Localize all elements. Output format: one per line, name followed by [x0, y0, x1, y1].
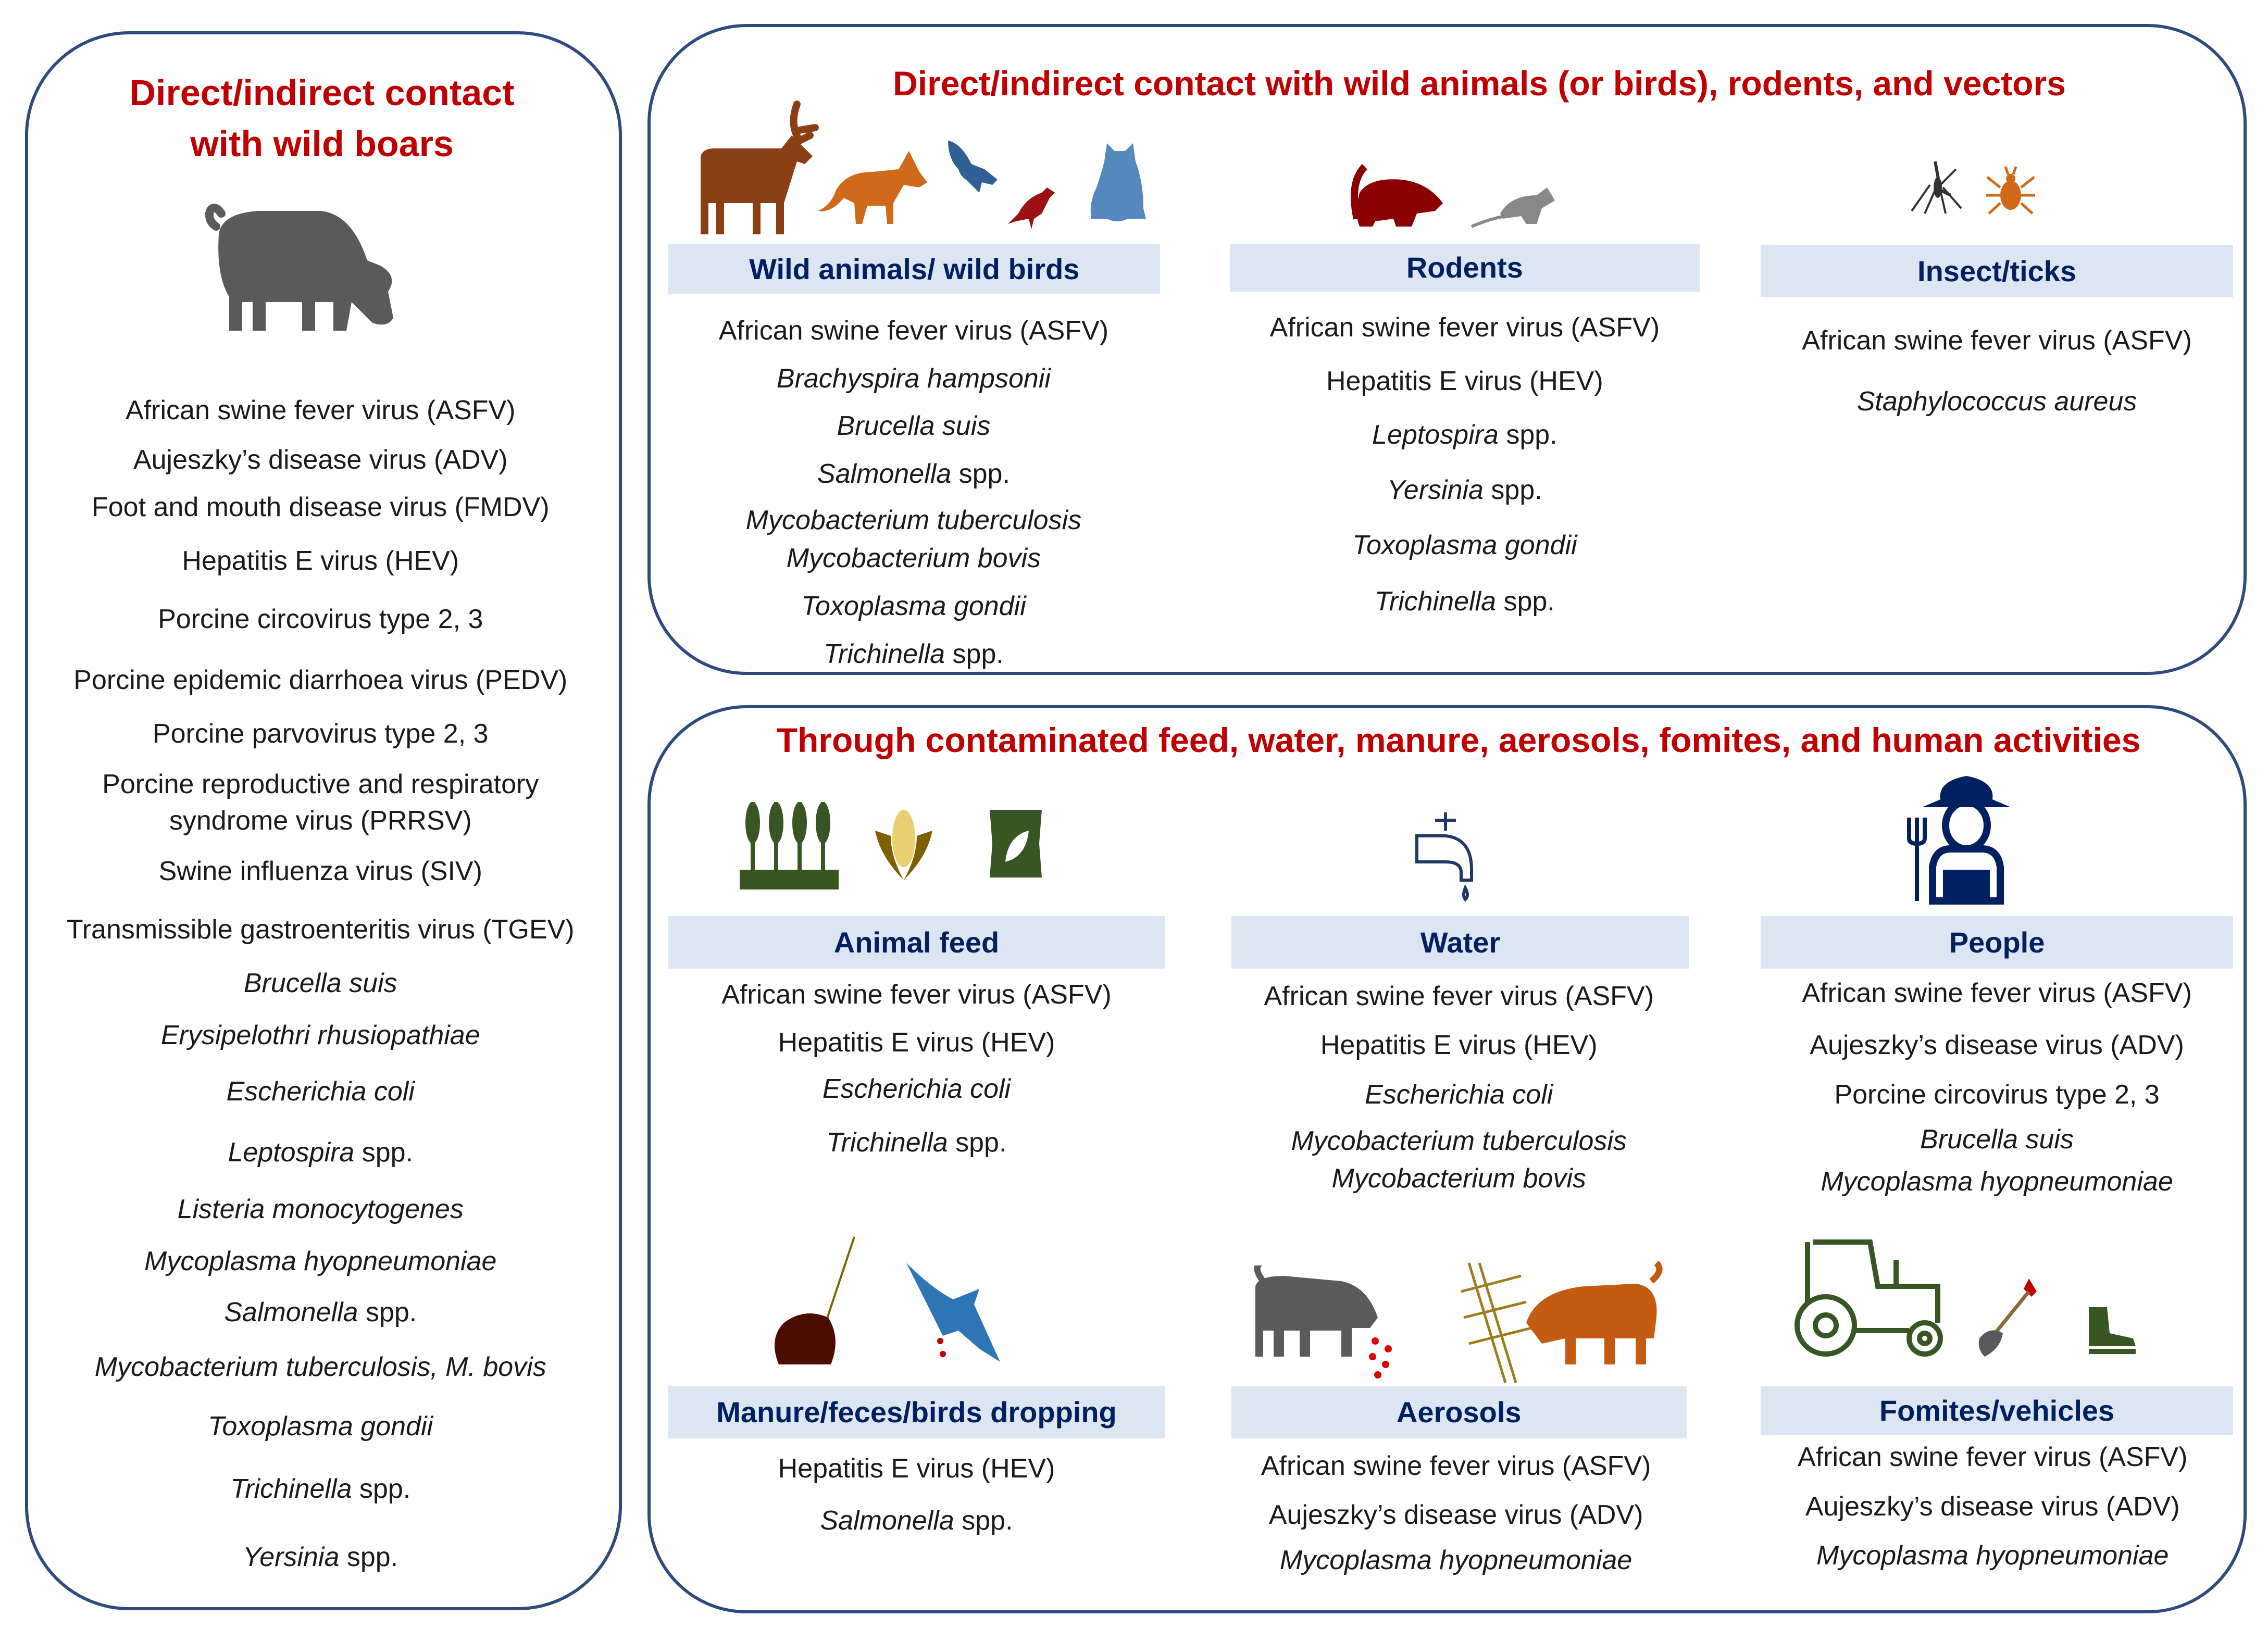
- pathogen-item: [837, 412, 991, 440]
- pathogen-suffix: spp.: [352, 1474, 411, 1505]
- category-label-fomites-vehicles: Fomites/vehicles: [1761, 1386, 2234, 1436]
- wildlife-section-title: Direct/indirect contact with wild animals (or birds), rodents, and vectors: [893, 64, 2066, 103]
- pathogen-name: Mycobacterium tuberculosis: [745, 505, 1082, 536]
- pathogen-item: [244, 970, 397, 997]
- pathogen-name: Staphylococcus aureus: [1856, 386, 2137, 417]
- bird-dropping-icon: [896, 1258, 1005, 1367]
- category-label-aerosols: Aerosols: [1231, 1386, 1687, 1438]
- pathogen-name: Brucella suis: [243, 968, 397, 998]
- pathogen-name: Hepatitis E virus (HEV): [778, 1453, 1055, 1484]
- fox-icon: [815, 146, 930, 229]
- category-label-manure-feces-birds-dropping: Manure/feces/birds dropping: [668, 1386, 1164, 1438]
- pathogen-item: [1816, 1542, 2169, 1569]
- pathogen-item: [1320, 1032, 1598, 1059]
- pathogen-item: [1834, 1081, 2159, 1108]
- pathogen-item: [801, 593, 1026, 620]
- pathogen-name: Trichinella: [1374, 586, 1497, 617]
- pathogen-item: [1802, 327, 2191, 354]
- pathogen-suffix: spp.: [948, 1127, 1007, 1158]
- pathogen-suffix: spp.: [1483, 474, 1542, 505]
- rat-icon: [1344, 161, 1448, 229]
- pathogen-suffix: spp.: [1496, 586, 1555, 617]
- pathogen-name: Porcine circovirus type 2, 3: [158, 604, 483, 634]
- tractor-icon: [1792, 1239, 1948, 1359]
- pathogen-name: Mycoplasma hyopneumoniae: [144, 1246, 497, 1277]
- wild-boars-title-line2: with wild boars: [190, 123, 454, 164]
- pathogen-item: [224, 1299, 417, 1326]
- pathogen-item: [1387, 474, 1542, 505]
- pathogen-name: Mycoplasma hyopneumoniae: [1279, 1545, 1633, 1575]
- cat-icon: [1086, 141, 1149, 229]
- pathogen-name: Brucella suis: [1920, 1124, 2074, 1155]
- corn-icon: [870, 805, 938, 883]
- pathogen-name: Leptospira: [1372, 420, 1499, 450]
- pathogen-name: African swine fever virus (ASFV): [718, 315, 1109, 346]
- pathogen-item: [719, 317, 1108, 344]
- pathogen-item: [95, 1354, 546, 1381]
- pathogen-name: Brachyspira hampsonii: [776, 363, 1051, 394]
- shovel-icon: [1974, 1276, 2042, 1359]
- pathogen-suffix: spp.: [339, 1542, 398, 1573]
- pathogen-item: [208, 1413, 433, 1440]
- pathogen-item: [144, 1248, 496, 1275]
- pathogen-item: [820, 1507, 1013, 1534]
- pathogen-name: Mycobacterium bovis: [1331, 1163, 1586, 1194]
- wheat-icon: [737, 797, 841, 891]
- pathogen-item: [1270, 314, 1660, 341]
- grazing-pig-icon: [201, 198, 430, 344]
- pig-aerosol-icon: [1248, 1265, 1404, 1380]
- pathogen-item: [778, 1029, 1055, 1056]
- pathogen-item: [1821, 1168, 2173, 1195]
- pathogen-item: [133, 446, 508, 473]
- pathogen-name: Mycobacterium tuberculosis: [1291, 1126, 1627, 1156]
- pathogen-name: Salmonella: [820, 1506, 954, 1536]
- pathogen-name: Mycobacterium bovis: [786, 543, 1041, 573]
- pathogen-name: Aujeszky’s disease virus (ADV): [1805, 1491, 2180, 1522]
- pathogen-name: Toxoplasma gondii: [801, 591, 1026, 621]
- pathogen-item: [827, 1129, 1007, 1156]
- mouse-icon: [1469, 177, 1557, 229]
- pathogen-item: [243, 1544, 398, 1571]
- pathogen-name: Salmonella: [817, 459, 952, 490]
- pathogen-name: Trichinella: [826, 1127, 948, 1158]
- bird-icon: [1005, 185, 1057, 232]
- pathogen-item: [159, 858, 482, 885]
- category-label-people: People: [1761, 916, 2234, 968]
- pathogen-name: Toxoplasma gondii: [1352, 530, 1577, 560]
- pathogen-name: Transmissible gastroenteritis virus (TGEV): [66, 914, 575, 945]
- pathogen-name: Brucella suis: [837, 411, 991, 442]
- pathogen-item: [1802, 980, 2191, 1007]
- mosquito-icon: [1909, 159, 1966, 216]
- category-label-water: Water: [1231, 916, 1690, 968]
- pathogen-item: [1375, 588, 1555, 615]
- eagle-icon: [945, 138, 1003, 195]
- pathogen-name: Hepatitis E virus (HEV): [778, 1027, 1055, 1058]
- pathogen-suffix: spp.: [954, 1506, 1013, 1536]
- pathogen-item: [1810, 1032, 2184, 1059]
- pathogen-name: Yersinia: [1387, 474, 1484, 505]
- feed-bag-icon: [987, 805, 1044, 883]
- pathogen-item: [1264, 983, 1653, 1010]
- pathogen-name: Leptospira: [228, 1137, 355, 1168]
- pathogen-name: Erysipelothri rhusiopathiae: [160, 1020, 480, 1050]
- deer-icon: [693, 99, 833, 240]
- pathogen-item: [1372, 421, 1557, 448]
- category-label-animal-feed: Animal feed: [668, 916, 1164, 968]
- pathogen-name: African swine fever virus (ASFV): [721, 979, 1112, 1010]
- manure-broom-icon: [768, 1234, 862, 1370]
- pathogen-name: African swine fever virus (ASFV): [1802, 325, 2192, 356]
- pathogen-name: Porcine reproductive and respiratory: [102, 769, 539, 800]
- pathogen-item: [169, 807, 472, 834]
- pathogen-suffix: spp.: [951, 459, 1010, 490]
- pathogen-item: [161, 1022, 480, 1049]
- pathogen-name: Hepatitis E virus (HEV): [1326, 366, 1603, 397]
- pathogen-item: [153, 720, 489, 747]
- pathogen-item: [817, 459, 1010, 490]
- pathogen-name: Porcine parvovirus type 2, 3: [152, 718, 489, 749]
- tick-icon: [1985, 164, 2037, 216]
- pathogen-item: [787, 545, 1041, 572]
- pathogen-name: Hepatitis E virus (HEV): [182, 546, 459, 577]
- pathogen-name: Porcine circovirus type 2, 3: [1834, 1079, 2160, 1110]
- pathogen-item: [1326, 368, 1603, 395]
- pathogen-name: Hepatitis E virus (HEV): [1320, 1030, 1598, 1061]
- pathogen-suffix: spp.: [358, 1297, 417, 1327]
- pathogen-item: [1280, 1547, 1632, 1574]
- pathogen-item: [721, 981, 1111, 1008]
- pathogen-item: [746, 507, 1081, 534]
- pathogen-item: [823, 1075, 1011, 1102]
- pathogen-name: Aujeszky’s disease virus (ADV): [1810, 1030, 2184, 1061]
- pathogen-name: Foot and mouth disease virus (FMDV): [91, 492, 550, 523]
- pathogen-name: African swine fever virus (ASFV): [1261, 1450, 1651, 1481]
- pathogen-item: [92, 494, 550, 521]
- pathogen-name: Escherichia coli: [1365, 1079, 1553, 1110]
- pathogen-name: Mycoplasma hyopneumoniae: [1816, 1540, 2169, 1571]
- pathogen-name: African swine fever virus (ASFV): [1269, 312, 1660, 343]
- pathogen-name: Aujeszky’s disease virus (ADV): [133, 444, 508, 475]
- pathogen-item: [823, 638, 1004, 669]
- pathogen-item: [178, 1196, 464, 1223]
- pathogen-item: [1920, 1126, 2074, 1153]
- pathogen-item: [227, 1078, 415, 1105]
- pathogen-name: Porcine epidemic diarrhoea virus (PEDV): [73, 665, 568, 695]
- pathogen-item: [228, 1139, 413, 1166]
- pathogen-suffix: spp.: [1498, 420, 1557, 450]
- pathogen-item: [1268, 1500, 1643, 1531]
- pathogen-item: [1261, 1452, 1651, 1480]
- pathogen-item: [73, 667, 567, 694]
- category-label-rodents: Rodents: [1230, 244, 1700, 292]
- pathogen-name: Listeria monocytogenes: [177, 1194, 464, 1224]
- pathogen-item: [777, 365, 1051, 392]
- pathogen-item: [1857, 388, 2137, 415]
- pathogen-name: Mycoplasma hyopneumoniae: [1821, 1166, 2173, 1197]
- pathogen-item: [1352, 532, 1577, 559]
- pathogen-suffix: spp.: [945, 638, 1004, 669]
- pathogen-item: [182, 546, 459, 577]
- pathogen-name: African swine fever virus (ASFV): [1797, 1442, 2188, 1472]
- pathogen-item: [1291, 1127, 1626, 1155]
- pathogen-item: [778, 1455, 1055, 1482]
- pathogen-name: African swine fever virus (ASFV): [126, 395, 516, 425]
- pathogen-item: [1365, 1081, 1553, 1108]
- wild-boars-title-line1: Direct/indirect contact: [129, 72, 515, 113]
- pathogen-suffix: spp.: [354, 1137, 414, 1168]
- contamination-section-title: Through contaminated feed, water, manure, aerosols, fomites, and human activities: [776, 721, 2141, 759]
- pathogen-item: [1805, 1493, 2180, 1520]
- fence-pig-icon: [1459, 1260, 1667, 1385]
- pathogen-name: Escherichia coli: [226, 1076, 415, 1107]
- pathogen-name: Toxoplasma gondii: [208, 1411, 433, 1442]
- pathogen-name: African swine fever virus (ASFV): [1802, 978, 2192, 1009]
- pathogen-name: Yersinia: [243, 1542, 340, 1573]
- pathogen-name: Swine influenza virus (SIV): [158, 856, 482, 887]
- pathogen-name: Escherichia coli: [822, 1073, 1011, 1104]
- pathogen-item: [126, 397, 515, 424]
- pathogen-name: Trichinella: [823, 638, 945, 669]
- pathogen-name: African swine fever virus (ASFV): [1264, 981, 1654, 1011]
- faucet-icon: [1414, 805, 1482, 904]
- pathogen-name: Salmonella: [224, 1297, 358, 1327]
- pathogen-name: Trichinella: [230, 1474, 352, 1505]
- pathogen-item: [67, 916, 575, 943]
- pathogen-name: Aujeszky’s disease virus (ADV): [1268, 1500, 1643, 1531]
- pathogen-name: Mycobacterium tuberculosis, M. bovis: [94, 1352, 546, 1383]
- pathogen-item: [1332, 1165, 1586, 1192]
- boot-icon: [2086, 1305, 2138, 1357]
- pathogen-item: [102, 771, 539, 798]
- category-label-insect-ticks: Insect/ticks: [1761, 245, 2234, 297]
- category-label-wild-animals-wild-birds: Wild animals/ wild birds: [668, 244, 1160, 294]
- pathogen-item: [230, 1474, 411, 1505]
- pathogen-item: [158, 606, 483, 633]
- pathogen-name: syndrome virus (PRRSV): [169, 805, 472, 836]
- farmer-icon: [1906, 771, 2026, 906]
- pathogen-item: [1798, 1444, 2187, 1471]
